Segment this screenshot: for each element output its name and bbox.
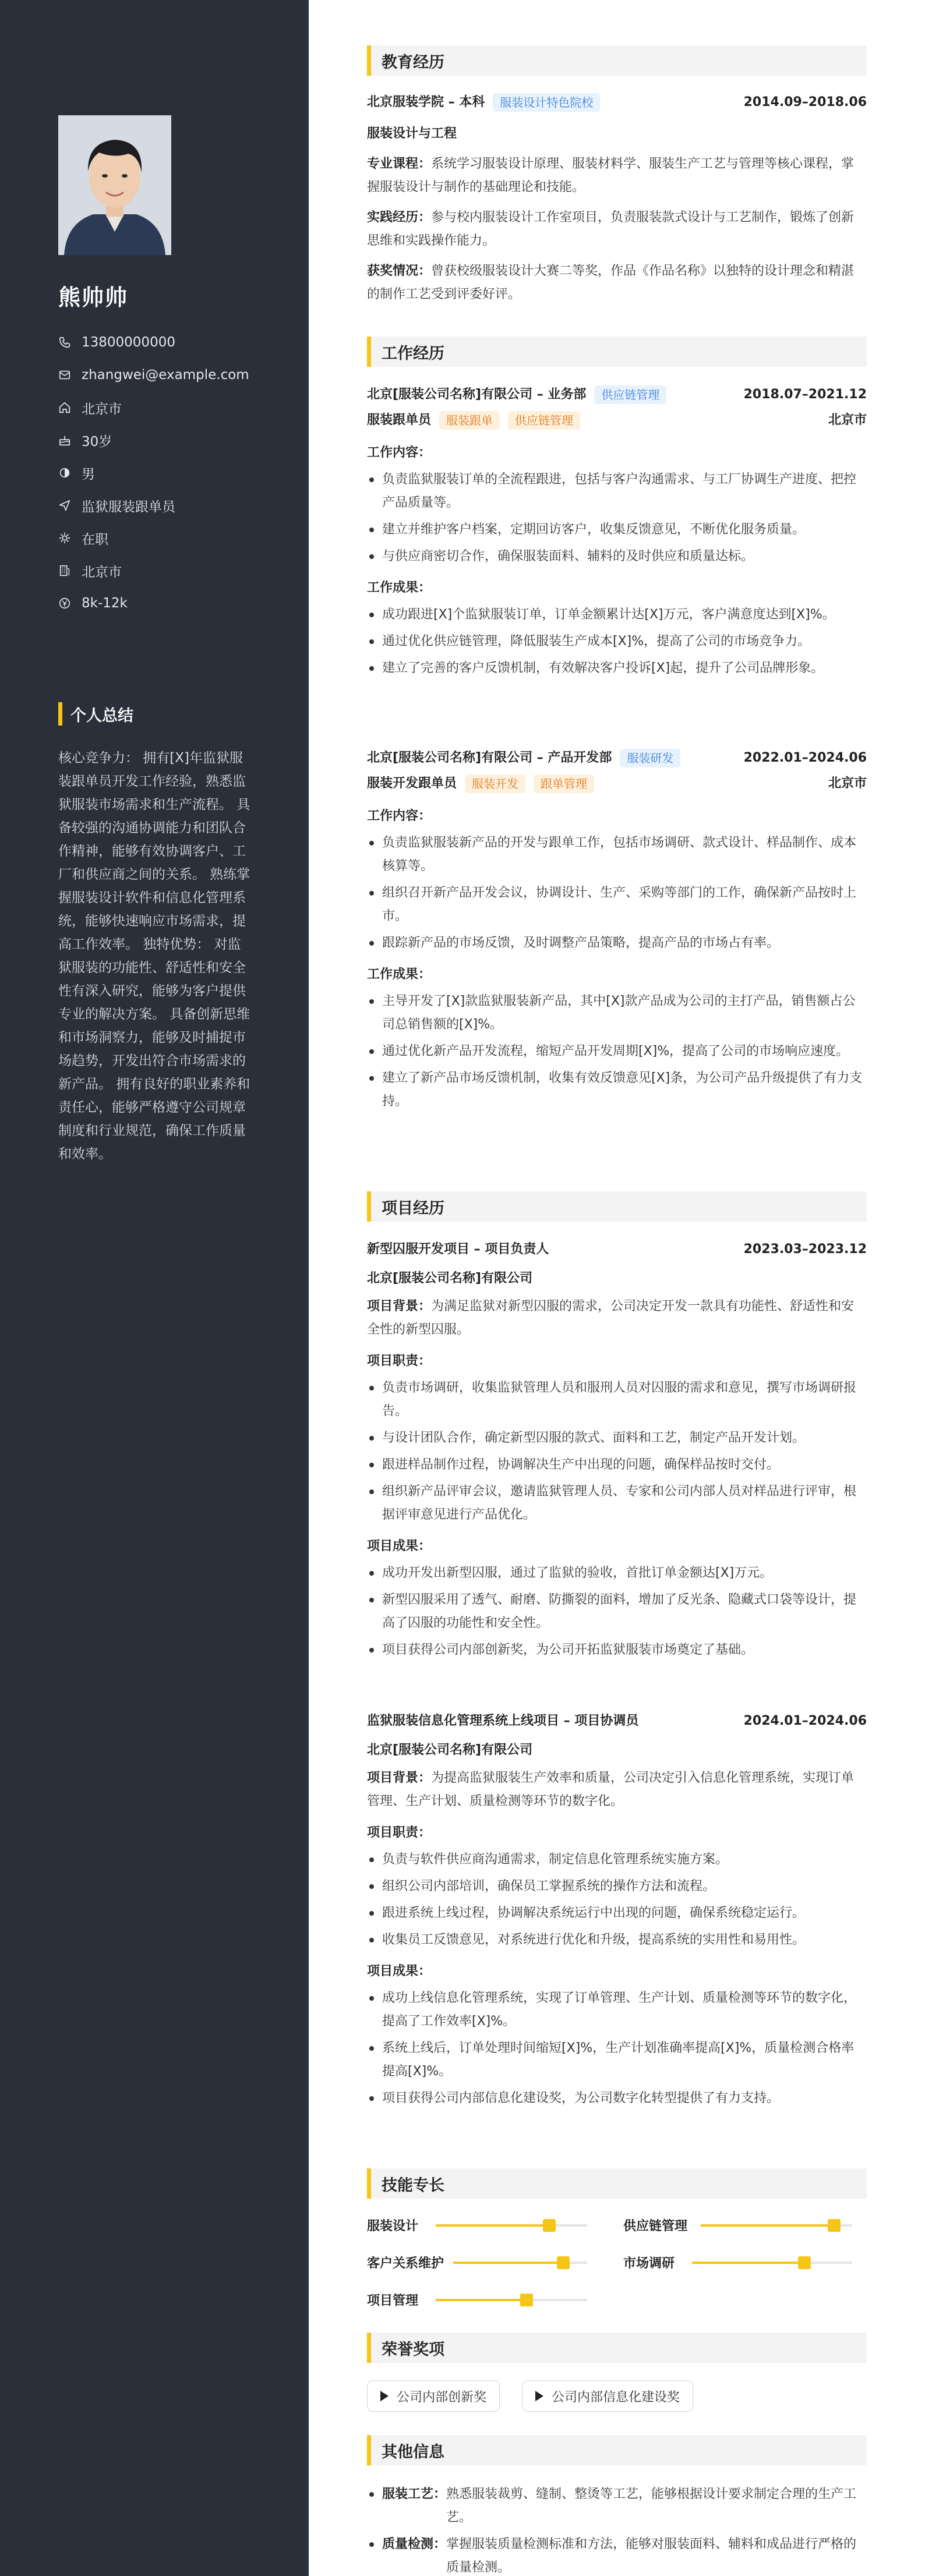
project-2 xyxy=(367,1708,867,2110)
phone-text: 13800000000 xyxy=(82,335,175,350)
list-item: 成功上线信息化管理系统，实现了订单管理、生产计划、质量检测等环节的数字化，提高了工作效率[X]%。 xyxy=(367,1987,867,2033)
list-item xyxy=(367,2533,867,2576)
school-tag: 服装设计特色院校 xyxy=(493,93,600,112)
item-text: 曾获校级服装设计大赛二等奖，作品《作品名称》以独特的设计理念和精湛的制作工艺受到评委好评。 xyxy=(367,264,855,302)
education-block xyxy=(367,90,867,306)
content-list xyxy=(367,831,867,955)
project-header-row xyxy=(367,1708,867,1734)
job-role: 服装跟单员 xyxy=(367,413,432,427)
send-icon xyxy=(58,499,71,512)
education-date: 2014.09–2018.06 xyxy=(743,95,867,109)
skill-knob xyxy=(543,2219,556,2232)
section-title: 工作经历 xyxy=(382,344,444,363)
award-label: 公司内部信息化建设奖 xyxy=(552,2390,680,2405)
item-label: 专业课程： xyxy=(367,157,432,171)
item-label: 质量检测： xyxy=(382,2537,447,2552)
list-item: 与供应商密切合作，确保服装面料、辅料的及时供应和质量达标。 xyxy=(367,545,867,568)
list-item: 负责监狱服装订单的全流程跟进，包括与客户沟通需求、与工厂协调生产进度、把控产品质量等。 xyxy=(367,468,867,515)
education-header-row xyxy=(367,90,867,115)
list-item: 建立了新产品市场反馈机制，收集有效反馈意见[X]条，为公司产品升级提供了有力支持。 xyxy=(367,1067,867,1113)
project-date: 2024.01–2024.06 xyxy=(743,1714,867,1728)
list-item: 组织公司内部培训，确保员工掌握系统的操作方法和流程。 xyxy=(367,1875,867,1898)
item-text: 参与校内服装设计工作室项目，负责服装款式设计与工艺制作，锻炼了创新思维和实践操作能力。 xyxy=(367,210,855,248)
accent-bar xyxy=(367,2333,371,2363)
role-tag: 供应链管理 xyxy=(508,411,580,430)
job-role-row xyxy=(367,408,867,433)
city-text: 北京市 xyxy=(82,564,122,580)
gender-text: 男 xyxy=(82,466,95,482)
section-title: 项目经历 xyxy=(382,1199,444,1218)
bg-label: 项目背景： xyxy=(367,1299,432,1314)
skill-fill xyxy=(436,2224,549,2227)
home-icon xyxy=(58,401,71,414)
item-text: 系统学习服装设计原理、服装材料学、服装生产工艺与管理等核心课程，掌握服装设计与制作的基础理论和技能。 xyxy=(367,157,855,194)
list-item: 系统上线后，订单处理时间缩短[X]%，生产计划准确率提高[X]%，质量检测合格率提高[X]%。 xyxy=(367,2037,867,2083)
skill-name: 市场调研 xyxy=(623,2256,675,2271)
status-icon xyxy=(58,532,71,544)
section-education-header xyxy=(367,45,867,76)
candidate-name: 熊帅帅 xyxy=(58,285,129,310)
skill-name: 项目管理 xyxy=(367,2294,419,2308)
age-text: 30岁 xyxy=(82,434,112,450)
skill-customer xyxy=(367,2253,587,2271)
info-city xyxy=(58,554,291,587)
skill-supply-chain xyxy=(623,2216,852,2234)
skill-knob xyxy=(798,2256,811,2269)
info-salary xyxy=(58,587,291,620)
contact-info-list xyxy=(58,326,291,620)
mail-icon xyxy=(58,369,71,381)
list-item: 项目获得公司内部创新奖，为公司开拓监狱服装市场奠定了基础。 xyxy=(367,1639,867,1662)
list-item: 建立并维护客户档案，定期回访客户，收集反馈意见，不断优化服务质量。 xyxy=(367,518,867,542)
company-tag: 服装研发 xyxy=(620,749,680,767)
result-label: 工作成果： xyxy=(367,581,432,595)
job-role-row xyxy=(367,771,867,797)
skill-name: 供应链管理 xyxy=(623,2219,688,2234)
info-status xyxy=(58,522,291,554)
job-date: 2022.01–2024.06 xyxy=(743,751,867,765)
list-item: 跟进系统上线过程，协调解决系统运行中出现的问题，确保系统稳定运行。 xyxy=(367,1902,867,1925)
skill-project xyxy=(367,2291,587,2309)
skill-knob xyxy=(828,2219,841,2232)
position-text: 监狱服装跟单员 xyxy=(82,499,175,515)
status-text: 在职 xyxy=(82,532,108,547)
job-city: 北京市 xyxy=(828,776,867,791)
accent-bar xyxy=(367,2435,371,2465)
role-tag: 服装开发 xyxy=(465,774,525,793)
result-list xyxy=(367,603,867,680)
skill-knob xyxy=(520,2294,533,2306)
result-label: 项目成果： xyxy=(367,1539,432,1554)
accent-bar xyxy=(367,45,371,76)
job-header-row xyxy=(367,382,867,408)
project-name: 监狱服装信息化管理系统上线项目 – 项目协调员 xyxy=(367,1714,639,1728)
summary-heading xyxy=(58,702,133,726)
section-title: 荣誉奖项 xyxy=(382,2340,444,2359)
skill-research xyxy=(623,2253,852,2271)
section-title: 其他信息 xyxy=(382,2443,444,2461)
project-name: 新型囚服开发项目 – 项目负责人 xyxy=(367,1242,549,1257)
list-item: 通过优化新产品开发流程，缩短产品开发周期[X]%，提高了公司的市场响应速度。 xyxy=(367,1040,867,1063)
major: 服装设计与工程 xyxy=(367,126,457,141)
project-date: 2023.03–2023.12 xyxy=(743,1242,867,1257)
list-item: 成功跟进[X]个监狱服装订单，订单金额累计达[X]万元，客户满意度达到[X]%。 xyxy=(367,603,867,627)
list-item: 项目获得公司内部信息化建设奖，为公司数字化转型提供了有力支持。 xyxy=(367,2087,867,2110)
item-label: 服装工艺： xyxy=(382,2487,447,2501)
result-list xyxy=(367,1562,867,1662)
education-item xyxy=(367,153,867,199)
work-job-1 xyxy=(367,382,867,680)
list-item: 收集员工反馈意见，对系统进行优化和升级，提高系统的实用性和易用性。 xyxy=(367,1929,867,1952)
skill-fill xyxy=(701,2224,834,2227)
list-item: 跟踪新产品的市场反馈，及时调整产品策略，提高产品的市场占有率。 xyxy=(367,932,867,955)
list-item xyxy=(367,2483,867,2529)
role-tag: 服装跟单 xyxy=(439,411,500,430)
item-text: 熟悉服装裁剪、缝制、整烫等工艺，能够根据设计要求制定合理的生产工艺。 xyxy=(446,2487,857,2525)
skill-track xyxy=(436,2299,587,2301)
section-awards-header xyxy=(367,2333,867,2363)
skill-fill xyxy=(692,2262,804,2264)
list-item: 负责市场调研，收集监狱管理人员和服刑人员对囚服的需求和意见，撰写市场调研报告。 xyxy=(367,1377,867,1423)
bg-text: 为满足监狱对新型囚服的需求，公司决定开发一款具有功能性、舒适性和安全性的新型囚服。 xyxy=(367,1299,855,1337)
duty-label: 项目职责： xyxy=(367,1825,432,1840)
company-name: 北京[服装公司名称]有限公司 – 业务部 xyxy=(367,387,587,402)
accent-bar xyxy=(58,702,62,726)
list-item: 成功开发出新型囚服，通过了监狱的验收，首批订单金额达[X]万元。 xyxy=(367,1562,867,1585)
section-other-header xyxy=(367,2435,867,2465)
email-text: zhangwei@example.com xyxy=(82,367,249,383)
list-item: 主导开发了[X]款监狱服装新产品，其中[X]款产品成为公司的主打产品，销售额占公司总销售额的[X]%。 xyxy=(367,990,867,1036)
info-position xyxy=(58,489,291,522)
avatar-photo xyxy=(58,115,171,255)
location-text: 北京市 xyxy=(82,401,122,417)
avatar xyxy=(58,115,171,255)
play-icon xyxy=(535,2391,543,2401)
school-name: 北京服装学院 – 本科 xyxy=(367,95,485,109)
content-list xyxy=(367,468,867,568)
job-date: 2018.07–2021.12 xyxy=(743,387,867,402)
company-tag: 供应链管理 xyxy=(594,385,666,404)
list-item: 负责监狱服装新产品的开发与跟单工作，包括市场调研、款式设计、样品制作、成本核算等。 xyxy=(367,831,867,878)
result-list xyxy=(367,1987,867,2110)
section-projects-header xyxy=(367,1191,867,1222)
list-item: 新型囚服采用了透气、耐磨、防撕裂的面料，增加了反光条、隐藏式口袋等设计，提高了囚服的功能性和安全性。 xyxy=(367,1588,867,1635)
award-chip[interactable] xyxy=(367,2380,500,2412)
age-icon xyxy=(58,434,71,447)
info-phone[interactable] xyxy=(58,326,291,359)
other-list xyxy=(367,2483,867,2576)
project-header-row xyxy=(367,1237,867,1262)
award-chip[interactable] xyxy=(522,2380,693,2412)
project-background xyxy=(367,1767,867,1813)
other-info-block xyxy=(367,2479,867,2576)
info-email[interactable] xyxy=(58,359,291,391)
list-item: 建立了完善的客户反馈机制，有效解决客户投诉[X]起，提升了公司品牌形象。 xyxy=(367,657,867,680)
bg-text: 为提高监狱服装生产效率和质量，公司决定引入信息化管理系统，实现订单管理、生产计划、质量检测等环节的数字化。 xyxy=(367,1771,855,1809)
job-header-row xyxy=(367,745,867,771)
section-title: 教育经历 xyxy=(382,53,444,72)
result-label: 项目成果： xyxy=(367,1964,432,1979)
list-item: 与设计团队合作，确定新型囚服的款式、面料和工艺，制定产品开发计划。 xyxy=(367,1427,867,1450)
item-text: 掌握服装质量检测标准和方法，能够对服装面料、辅料和成品进行严格的质量检测。 xyxy=(446,2537,857,2575)
summary-text: 核心竞争力： 拥有[X]年监狱服装跟单员开发工作经验，熟悉监狱服装市场需求和生产流程。 具备较强的沟通协调能力和团队合作精神，能够有效协调客户、工厂和供应商之间的关系。 熟练掌握服装设计软件和信息化管理系统，能够快速响应市场需求，提高工作效率。 独特优势： 对监狱服装的功能性、舒适性和安全性有深入研究，能够为客户提供专业的解决方案。 具备创新思维和市场洞察力，能够及时捕捉市场趋势，开发出符合市场需求的新产品。 拥有良好的职业素养和责任心，能够严格遵守公司规章制度和行业规范，确保工作质量和效率。 xyxy=(58,751,250,1162)
phone-icon xyxy=(58,336,71,349)
skill-track xyxy=(453,2262,587,2264)
skill-design xyxy=(367,2216,587,2234)
result-list xyxy=(367,990,867,1113)
list-item: 负责与软件供应商沟通需求，制定信息化管理系统实施方案。 xyxy=(367,1848,867,1871)
accent-bar xyxy=(367,1191,371,1222)
skill-track xyxy=(436,2224,587,2227)
list-item: 跟进样品制作过程，协调解决生产中出现的问题，确保样品按时交付。 xyxy=(367,1453,867,1477)
duty-label: 项目职责： xyxy=(367,1354,432,1368)
info-age xyxy=(58,424,291,457)
project-company: 北京[服装公司名称]有限公司 xyxy=(367,1743,533,1757)
skill-name: 客户关系维护 xyxy=(367,2256,444,2271)
play-icon xyxy=(380,2391,389,2401)
skill-fill xyxy=(453,2262,563,2264)
gender-icon xyxy=(58,466,71,479)
summary-title: 个人总结 xyxy=(70,706,133,725)
content-label: 工作内容： xyxy=(367,445,432,460)
item-label: 获奖情况： xyxy=(367,264,432,278)
section-work-header xyxy=(367,337,867,367)
item-label: 实践经历： xyxy=(367,210,432,225)
duty-list xyxy=(367,1848,867,1952)
list-item: 组织新产品评审会议，邀请监狱管理人员、专家和公司内部人员对样品进行评审，根据评审意见进行产品优化。 xyxy=(367,1480,867,1527)
work-job-2 xyxy=(367,745,867,1113)
role-tag: 跟单管理 xyxy=(534,774,594,793)
section-skills-header xyxy=(367,2168,867,2199)
project-1 xyxy=(367,1237,867,1662)
duty-list xyxy=(367,1377,867,1527)
skill-fill xyxy=(436,2299,527,2301)
section-title: 技能专长 xyxy=(382,2176,444,2195)
content-label: 工作内容： xyxy=(367,809,432,823)
skill-track xyxy=(692,2262,852,2264)
list-item: 通过优化供应链管理，降低服装生产成本[X]%，提高了公司的市场竞争力。 xyxy=(367,630,867,653)
award-label: 公司内部创新奖 xyxy=(397,2390,487,2405)
sidebar xyxy=(0,0,309,2576)
project-background xyxy=(367,1295,867,1342)
bg-label: 项目背景： xyxy=(367,1771,432,1785)
salary-text: 8k-12k xyxy=(82,596,128,611)
building-icon xyxy=(58,564,71,577)
project-company: 北京[服装公司名称]有限公司 xyxy=(367,1271,533,1286)
education-item xyxy=(367,260,867,306)
company-name: 北京[服装公司名称]有限公司 – 产品开发部 xyxy=(367,751,612,765)
info-location xyxy=(58,391,291,424)
accent-bar xyxy=(367,337,371,367)
skill-name: 服装设计 xyxy=(367,2219,419,2234)
salary-icon xyxy=(58,597,71,610)
education-item xyxy=(367,206,867,253)
result-label: 工作成果： xyxy=(367,967,432,982)
accent-bar xyxy=(367,2168,371,2199)
list-item: 组织召开新产品开发会议，协调设计、生产、采购等部门的工作，确保新产品按时上市。 xyxy=(367,882,867,928)
skill-knob xyxy=(557,2256,570,2269)
info-gender xyxy=(58,457,291,489)
skill-track xyxy=(701,2224,852,2227)
job-role: 服装开发跟单员 xyxy=(367,776,457,791)
job-city: 北京市 xyxy=(828,413,867,427)
